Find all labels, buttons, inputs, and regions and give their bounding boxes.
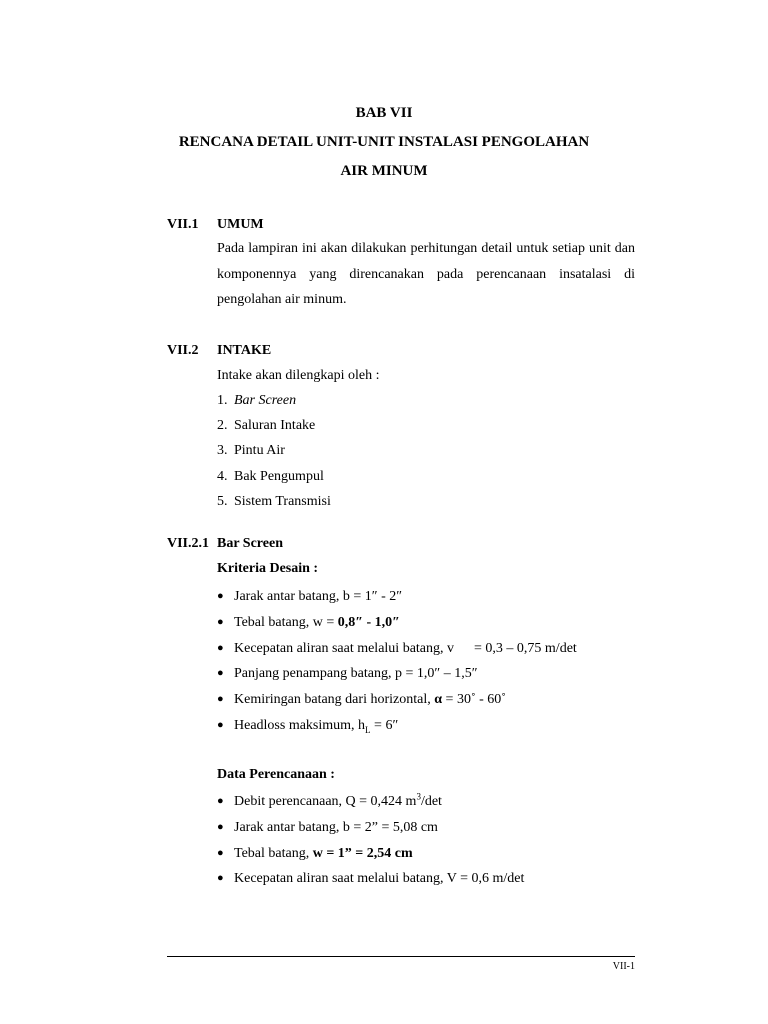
section-intake-number: VII.2 bbox=[167, 343, 199, 358]
bullet-icon: ● bbox=[217, 693, 224, 706]
list-text: Bar Screen bbox=[234, 393, 297, 408]
list-item: ● Tebal batang, w = 0,8″ - 1,0″ bbox=[217, 610, 577, 636]
list-text: Pintu Air bbox=[234, 443, 285, 459]
bullet-icon: ● bbox=[217, 590, 224, 602]
list-item: ● Jarak antar batang, b = 2” = 5,08 cm bbox=[217, 815, 524, 841]
list-item: ● Kemiringan batang dari horizontal, α = 30˚ - 60˚ bbox=[217, 687, 577, 713]
bullet-icon: ● bbox=[217, 820, 224, 833]
bullet-icon: ● bbox=[217, 615, 224, 628]
list-item: ● Debit perencanaan, Q = 0,424 $m^3/\det$ bbox=[217, 789, 524, 815]
kriteria-desain-list bbox=[217, 584, 577, 739]
list-item: ● Kecepatan aliran saat melalui batang, v = 0,3 – 0,75 m/det bbox=[217, 636, 577, 662]
section-umum-number: VII.1 bbox=[167, 217, 199, 232]
section-intake-intro: Intake akan dilengkapi oleh : bbox=[217, 368, 380, 383]
chapter-heading: BAB VII bbox=[355, 105, 413, 121]
list-item: ● Kecepatan aliran saat melalui batang, V = 0,6 m/det bbox=[217, 866, 524, 892]
list-item bbox=[217, 438, 331, 463]
list-item bbox=[217, 489, 331, 514]
footer-divider bbox=[167, 956, 635, 957]
bullet-icon: ● bbox=[217, 667, 224, 680]
chapter-title-line2: AIR MINUM bbox=[340, 163, 428, 179]
kriteria-desain-heading: Kriteria Desain : bbox=[217, 561, 319, 576]
list-item bbox=[217, 388, 331, 413]
paragraph-line: pengolahan air minum. bbox=[217, 292, 347, 307]
list-item: ● Panjang penampang batang, p = 1,0″ – 1,5″ bbox=[217, 661, 577, 687]
paragraph-line: komponennya yang direncanakan pada perencanaan insatalasi di bbox=[217, 266, 635, 282]
list-text: Sistem Transmisi bbox=[234, 493, 331, 509]
list-item: ● Tebal batang, w = 1” = 2,54 cm bbox=[217, 841, 524, 867]
intake-component-list bbox=[217, 388, 331, 514]
list-number: 2. bbox=[217, 418, 228, 434]
chapter-title-line1: RENCANA DETAIL UNIT-UNIT INSTALASI PENGOLAHAN bbox=[178, 134, 590, 150]
bullet-icon: ● bbox=[217, 641, 224, 654]
paragraph-line: Pada lampiran ini akan dilakukan perhitungan detail untuk setiap unit dan bbox=[217, 241, 635, 256]
list-number: 3. bbox=[217, 443, 228, 459]
list-item bbox=[217, 413, 331, 438]
bullet-icon: ● bbox=[217, 795, 224, 807]
list-number: 4. bbox=[217, 468, 228, 484]
section-bar-screen-title: Bar Screen bbox=[217, 536, 283, 551]
bullet-icon: ● bbox=[217, 718, 224, 731]
list-item: ● Headloss maksimum, $h_L = 6''$ bbox=[217, 713, 577, 739]
list-item: ● Jarak antar batang, b = 1″ - 2″ bbox=[217, 584, 577, 610]
bullet-icon: ● bbox=[217, 846, 224, 859]
section-umum-title: UMUM bbox=[217, 217, 264, 232]
section-umum-paragraph bbox=[217, 236, 635, 313]
list-item bbox=[217, 464, 331, 489]
list-number: 1. bbox=[217, 393, 228, 408]
list-number: 5. bbox=[217, 493, 228, 509]
data-perencanaan-heading: Data Perencanaan : bbox=[217, 767, 335, 782]
list-text: Saluran Intake bbox=[234, 418, 316, 434]
bullet-icon: ● bbox=[217, 872, 224, 885]
section-intake-title: INTAKE bbox=[217, 343, 272, 358]
list-text: Bak Pengumpul bbox=[234, 468, 324, 484]
data-perencanaan-list bbox=[217, 789, 524, 892]
section-bar-screen-number: VII.2.1 bbox=[167, 536, 210, 551]
page-number: VII-1 bbox=[612, 961, 635, 972]
